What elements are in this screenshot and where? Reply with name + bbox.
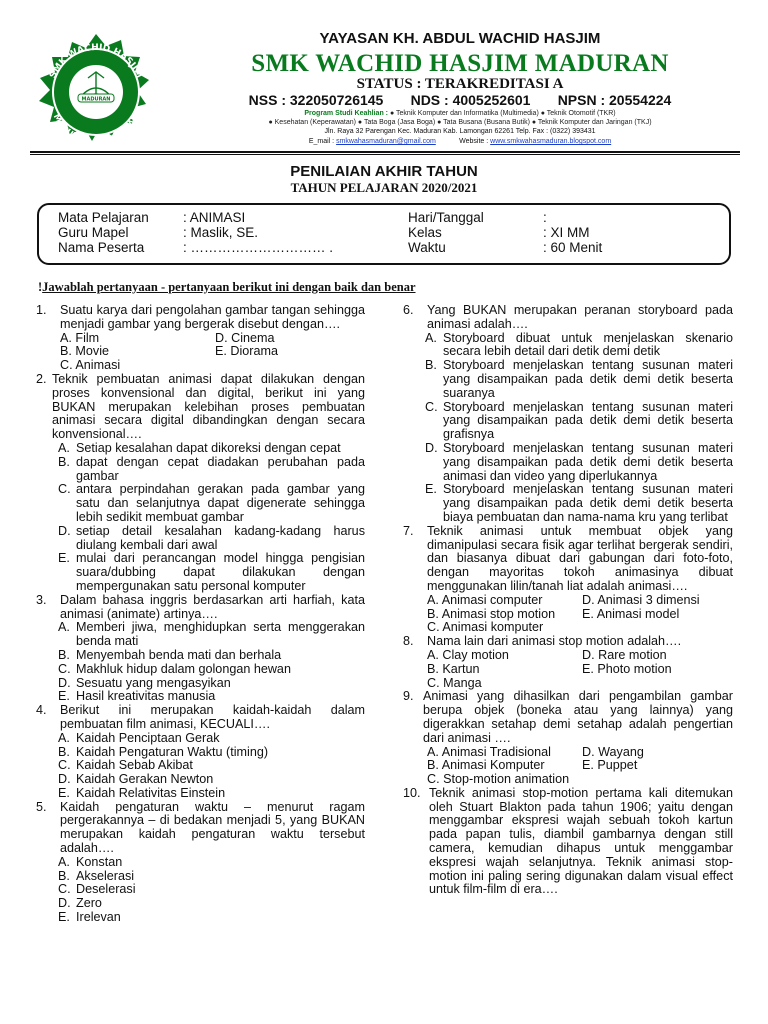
accreditation-status: STATUS : TERAKREDITASI A [356,76,564,92]
npsn-number: NPSN : 20554224 [557,92,672,108]
option-d[interactable] [58,525,365,553]
option-d[interactable] [58,677,365,691]
option-b[interactable] [58,746,365,760]
option-letter: A. [58,730,70,745]
option-a[interactable] [58,621,365,649]
option-letter: E. [58,551,70,566]
option-e[interactable]: E. Puppet [582,758,638,773]
option-text: Irelevan [76,910,121,925]
option-text: Hasil kreativitas manusia [76,689,216,704]
option-b[interactable] [425,359,733,400]
answer-options [60,332,365,373]
program-label: Program Studi Keahlian : [304,110,388,117]
option-letter: B. [58,454,70,469]
option-letter: D. [58,772,71,787]
logo-text-top: SMK WACHID HASJIM [48,42,144,81]
option-text: antara perpindahan gerakan pada gambar yang satu dan selanjutnya dapat digenerate sehingga lebih sedikit membuat gambar [76,482,365,524]
program-line-1: ● Teknik Komputer dan Informatika (Multimedia) ● Teknik Otomotif (TKR) [389,110,616,117]
instruction-text: Jawablah pertanyaan - pertanyaan berikut ini dengan baik dan benar [42,280,416,294]
website-label: Website : [459,138,489,145]
question-number: 5. [36,799,47,814]
question-number: 9. [403,689,414,704]
option-b[interactable]: B. Movie [60,344,109,359]
class-label: Kelas [408,225,442,240]
nss-number: NSS : 322050726145 [248,92,384,108]
questions-left-column [36,304,365,925]
option-letter: C. [58,758,71,773]
participant-label: Nama Peserta [58,240,145,255]
option-a[interactable]: A. Animasi Tradisional [427,744,551,759]
question-number: 3. [36,592,47,607]
header-divider-thin [30,154,740,155]
program-line-2: ● Kesehatan (Keperawatan) ● Tata Boga (Jasa Boga) ● Tata Busana (Busana Butik) ● Teknik Komputer dan Jaringan (TKJ) [268,119,652,126]
subject-value: : ANIMASI [183,210,246,225]
teacher-value: : Maslik, SE. [183,225,259,240]
option-letter: D. [425,440,438,455]
option-text: Kaidah Sebab Akibat [76,758,193,773]
question-text: Nama lain dari animasi stop motion adalah…. [427,634,682,649]
question-10 [403,787,733,897]
question-9 [403,690,733,787]
study-programs [200,109,720,127]
option-letter: C. [58,882,71,897]
question-number: 10. [403,785,421,800]
question-number: 2. [36,371,47,386]
answer-options [58,442,365,594]
option-letter: A. [58,440,70,455]
question-text: Suatu karya dari pengolahan gambar tangan sehingga menjadi gambar yang bergerak disebut dengan…. [60,303,365,331]
option-e[interactable] [425,483,733,524]
option-b[interactable] [58,649,365,663]
option-letter: E. [58,910,70,925]
option-e[interactable] [58,690,365,704]
option-e[interactable]: E. Diorama [215,344,278,359]
option-c[interactable] [58,483,365,524]
option-b[interactable]: B. Animasi stop motion [427,606,556,621]
option-a[interactable] [58,856,365,870]
question-text: Dalam bahasa inggris berdasarkan arti harfiah, kata animasi (animate) artinya…. [60,592,365,621]
option-d[interactable] [58,897,365,911]
logo-center-text: MADURAN [81,96,111,103]
question-text: Kaidah pengaturan waktu – menurut ragam pergerakannya – di bedakan menjadi 5, yang BUKAN merupakan kaidah pengaturan waktu tersebut adalah…. [60,799,365,856]
answer-options [425,332,733,525]
option-d[interactable]: D. Rare motion [582,647,667,662]
option-text: Menyembah benda mati dan berhala [76,647,282,662]
foundation-name: YAYASAN KH. ABDUL WACHID HASJIM [319,30,601,47]
questions-right-column [403,304,733,897]
option-letter: B. [425,358,437,373]
option-letter: A. [58,620,70,635]
option-text: Sesuatu yang mengasyikan [76,675,231,690]
option-a[interactable]: A. Animasi computer [427,592,543,607]
option-letter: C. [58,482,71,497]
option-text: Storyboard menjelaskan tentang susunan materi yang disampaikan pada detik demi detik beserta biaya pembuatan dan nama-nama kru yang terlibat [443,482,733,524]
contact-line [200,138,720,145]
option-letter: E. [58,785,70,800]
option-c[interactable]: C. Manga [427,675,482,690]
school-address: Jln. Raya 32 Parengan Kec. Maduran Kab. Lamongan 62261 Telp. Fax : (0322) 393431 [324,128,596,135]
option-text: Kaidah Gerakan Newton [76,772,214,787]
instruction-prefix: ! [38,280,43,294]
option-letter: A. [58,854,70,869]
option-c[interactable]: C. Animasi [60,358,121,373]
option-letter: E. [425,482,437,497]
option-d[interactable]: D. Wayang [582,744,644,759]
option-letter: A. [425,330,437,345]
option-letter: E. [58,689,70,704]
option-letter: D. [58,896,71,911]
answer-options [427,649,733,690]
question-3 [36,594,365,704]
option-e[interactable]: E. Animasi model [582,606,680,621]
question-number: 6. [403,303,414,317]
option-e[interactable] [58,552,365,593]
question-number: 4. [36,703,47,718]
question-6 [403,304,733,525]
option-text: Kaidah Relativitas Einstein [76,785,226,800]
answer-options [427,746,733,787]
option-a[interactable]: A. Film [60,330,100,345]
question-number: 7. [403,523,414,538]
question-number: 8. [403,634,414,649]
option-d[interactable] [58,773,365,787]
question-number: 1. [36,303,47,317]
option-letter: B. [58,744,70,759]
option-c[interactable] [58,883,365,897]
option-text: Konstan [76,854,123,869]
question-1 [36,304,365,373]
question-4 [36,704,365,801]
email-link[interactable]: smkwahasmaduran@gmail.com [336,138,436,145]
option-text: setiap detail kesalahan kadang-kadang harus diulang kembali dari awal [76,523,365,552]
answer-options [58,621,365,704]
time-label: Waktu [408,240,446,255]
registration-numbers [200,92,720,108]
option-d[interactable] [425,442,733,483]
option-letter: D. [58,675,71,690]
option-c[interactable]: C. Animasi komputer [427,620,544,635]
instruction [38,280,416,295]
option-b[interactable]: B. Kartun [427,661,480,676]
header-divider [30,151,740,153]
option-text: Zero [76,896,102,911]
option-text: Akselerasi [76,868,135,883]
option-letter: C. [425,399,438,414]
answer-options [427,594,733,635]
option-letter: C. [58,661,71,676]
school-logo [34,32,158,156]
option-text: Kaidah Pengaturan Waktu (timing) [76,744,269,759]
nds-number: NDS : 4005252601 [410,92,531,108]
answer-options [58,856,365,925]
option-c[interactable]: C. Stop-motion animation [427,772,570,787]
option-a[interactable]: A. Clay motion [427,647,509,662]
teacher-label: Guru Mapel [58,225,129,240]
time-value: : 60 Menit [543,240,603,255]
option-text: Storyboard menjelaskan tentang susunan materi yang disampaikan pada detik demi detik beserta suaranya [443,358,733,400]
website-link[interactable]: www.smkwahasmaduran.blogspot.com [490,138,612,145]
option-text: mulai dari perancangan model hingga pengisian suara/dubbing dapat dilakukan dengan mempergunakan satu personal komputer [76,551,365,593]
exam-subtitle: TAHUN PELAJARAN 2020/2021 [290,180,478,195]
participant-value: : ………………………… . [183,240,334,255]
option-letter: D. [58,523,71,538]
question-text: Yang BUKAN merupakan peranan storyboard pada animasi adalah…. [427,303,733,331]
exam-title: PENILAIAN AKHIR TAHUN [290,163,478,180]
option-d[interactable]: D. Animasi 3 dimensi [582,592,700,607]
option-text: Makhluk hidup dalam golongan hewan [76,661,291,676]
question-text: Animasi yang dihasilkan dari pengambilan gambar berupa objek (boneka atau yang lainnya) yang digerakkan setahap demi setahap adalah pengertian dari animasi …. [423,689,733,745]
option-c[interactable] [58,663,365,677]
option-text: Setiap kesalahan dapat dikoreksi dengan cepat [76,440,341,455]
question-text: Teknik animasi stop-motion pertama kali ditemukan oleh Stuart Blakton pada tahun 1906; yaitu dengan menggambar ekspresi wajah sebuah tokoh kartun pada papan tulis, diambil gambarnya dengan still camera, kemudian dihapus untuk menggambar ekspresi wajah selanjutnya. Teknik animasi stop-motion ini paling sering digunakan dalam visual effect untuk film-film di era…. [429,785,733,897]
option-b[interactable]: B. Animasi Komputer [427,758,545,773]
logo-text-bottom: MADURAN - LAMONGAN [51,112,141,147]
option-e[interactable] [58,911,365,925]
option-text: Storyboard menjelaskan tentang susunan materi yang disampaikan pada detik demi detik beserta grafisnya [443,399,733,442]
option-text: Kaidah Penciptaan Gerak [76,730,220,745]
email-label: E_mail : [308,138,335,145]
date-label: Hari/Tanggal [408,210,484,225]
option-text: Memberi jiwa, menghidupkan serta menggerakan benda mati [76,620,365,649]
option-e[interactable] [58,787,365,801]
option-a[interactable] [425,332,733,360]
option-text: Storyboard dibuat untuk menjelaskan skenario secara lebih detail dari detik demi detik [443,330,733,359]
subject-label: Mata Pelajaran [58,210,149,225]
option-c[interactable] [425,401,733,442]
question-7 [403,525,733,635]
option-text: Deselerasi [76,882,136,897]
option-c[interactable] [58,759,365,773]
question-5 [36,801,365,925]
option-letter: B. [58,647,70,662]
option-letter: B. [58,868,70,883]
question-text: Berikut ini merupakan kaidah-kaidah dalam pembuatan film animasi, KECUALI…. [60,703,365,731]
option-d[interactable]: D. Cinema [215,330,275,345]
class-value: : XI MM [543,225,590,240]
answer-options [58,732,365,801]
question-text: Teknik pembuatan animasi dapat dilakukan dengan proses konvensional dan digital, berikut ini yang BUKAN merupakan kelebihan proses pembuatan animasi secara digital dibandingkan dengan secara konvensional…. [52,371,365,442]
option-text: Storyboard menjelaskan tentang susunan materi yang disampaikan pada detik demi detik beserta animasi dan video yang diperlukannya [443,440,733,483]
option-b[interactable] [58,456,365,484]
date-value: : [543,210,547,225]
school-name: SMK WACHID HASJIM MADURAN [251,50,669,77]
question-text: Teknik animasi untuk membuat objek yang dimanipulasi secara fisik agar terlihat bergerak sendiri, dan biasanya dibuat dari gabungan dari foto-foto, dengan mayoritas tokoh animasinya dibuat menggunakan lilin/tanah liat adalah animasi…. [427,523,733,593]
option-e[interactable]: E. Photo motion [582,661,672,676]
option-a[interactable] [58,732,365,746]
option-a[interactable] [58,442,365,456]
option-text: dapat dengan cepat diadakan perubahan pada gambar [76,454,365,483]
question-8 [403,635,733,690]
question-2 [36,373,365,594]
option-b[interactable] [58,870,365,884]
